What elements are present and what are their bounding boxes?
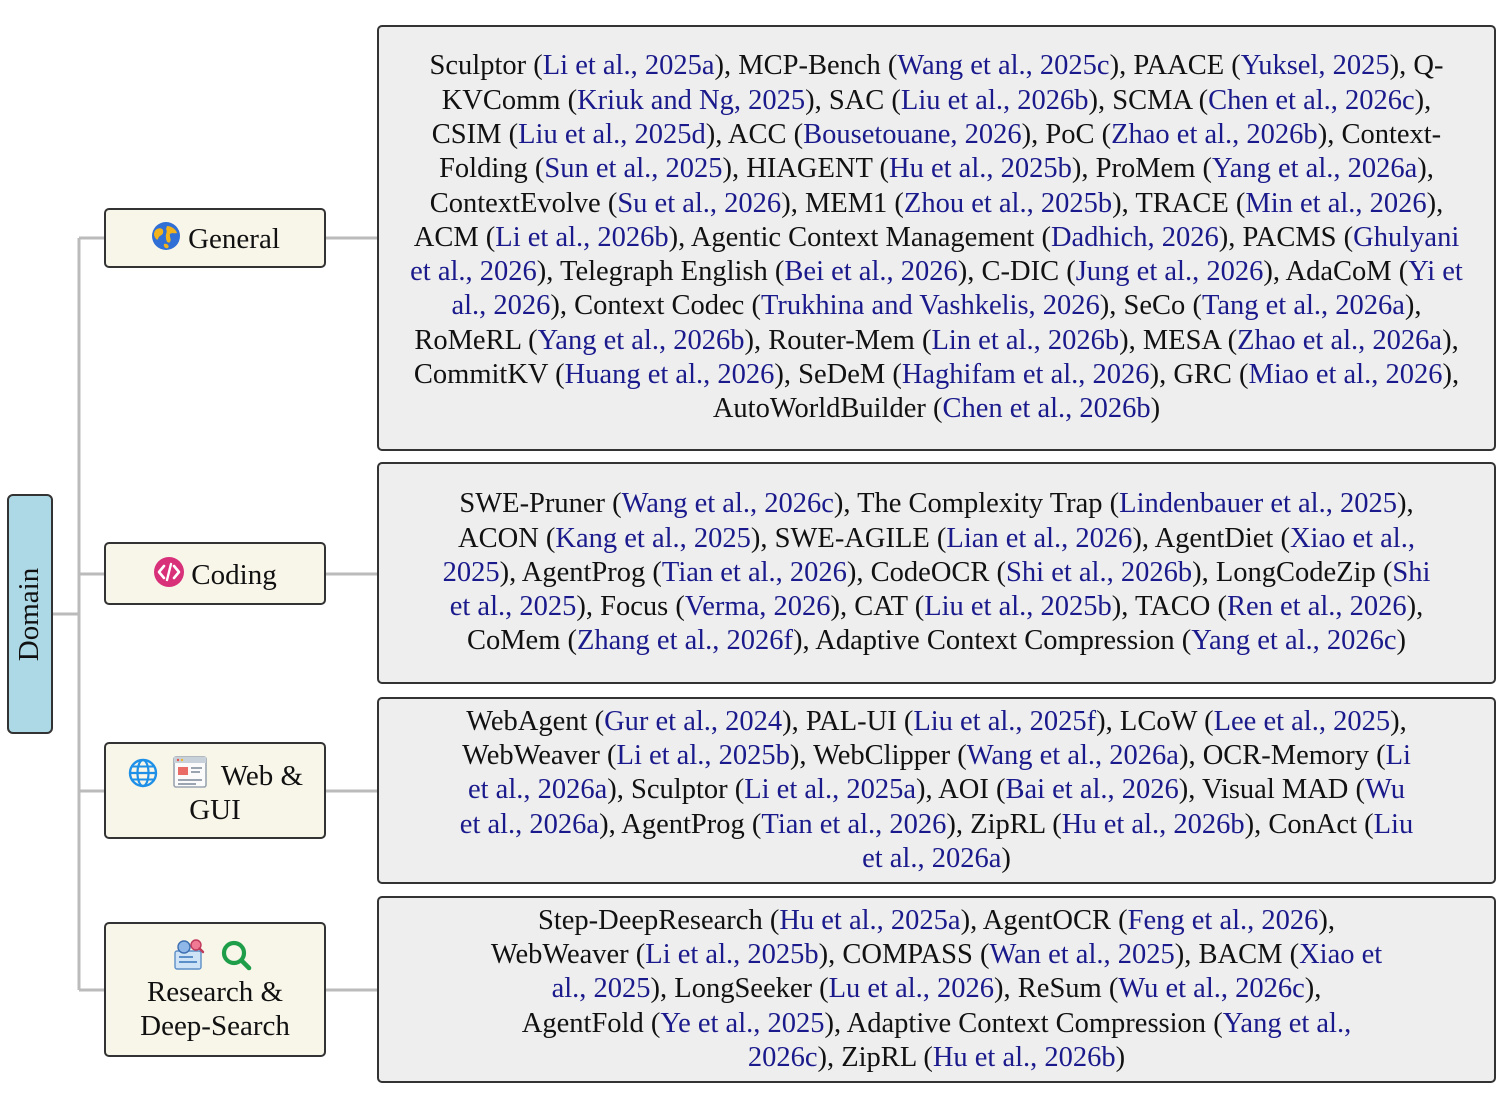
category-label-research: Research & Deep-Search — [140, 975, 290, 1042]
citation-link[interactable]: Miao et al., 2026 — [1248, 359, 1443, 391]
method-name: Agentic Context Management — [690, 221, 1035, 253]
method-name: Step-DeepResearch — [537, 904, 763, 936]
method-entry: ReSum (Wu et al., 2026c) — [1017, 973, 1315, 1005]
citation-link[interactable]: Ye et al., 2025 — [660, 1007, 825, 1039]
method-entry: WebWeaver (Li et al., 2025b) — [490, 939, 829, 971]
method-entry: TACO (Ren et al., 2026) — [1135, 591, 1417, 623]
method-name: ConAct — [1268, 808, 1357, 840]
method-entry: Context-Folding (Sun et al., 2025) — [439, 118, 1442, 185]
method-name: WebWeaver — [462, 740, 600, 772]
method-name: TACO — [1135, 591, 1211, 623]
citation-link[interactable]: Hu et al., 2026b — [1061, 808, 1245, 840]
web-page-icon — [172, 755, 208, 789]
method-name: ACC — [727, 118, 787, 150]
method-name: Visual MAD — [1202, 774, 1349, 806]
method-name: GRC — [1173, 359, 1232, 391]
citation-link[interactable]: Chen et al., 2026c — [1208, 84, 1415, 116]
method-entry: PACMS (Ghulyani et al., 2026) — [410, 221, 1460, 288]
citation-link[interactable]: Sun et al., 2025 — [544, 153, 723, 185]
method-name: Q-KVComm — [441, 50, 1444, 116]
citation-link[interactable]: Wang et al., 2025c — [897, 50, 1110, 82]
method-name: WebClipper — [813, 740, 951, 772]
method-entry: AOI (Bai et al., 2026) — [938, 774, 1189, 806]
search-magnifier-icon — [220, 939, 252, 971]
citation-link[interactable]: Li et al., 2025a — [744, 774, 916, 806]
citation-link[interactable]: Li et al., 2025b — [616, 740, 790, 772]
method-name: AdaCoM — [1285, 256, 1392, 288]
category-node-web-gui — [104, 742, 326, 839]
method-entry: ProMem (Yang et al., 2026a) — [1095, 153, 1427, 185]
method-entry: Visual MAD (Wu et al., 2026a) — [459, 774, 1406, 840]
citation-link[interactable]: Ren et al., 2026 — [1226, 591, 1407, 623]
citation-link[interactable]: Bei et al., 2026 — [784, 256, 958, 288]
method-name: ProMem — [1095, 153, 1196, 185]
method-entry: Sculptor (Li et al., 2025a) — [429, 50, 724, 82]
earth-globe-icon — [150, 220, 182, 252]
method-name: CommitKV — [413, 359, 548, 391]
method-entry: ZipRL (Hu et al., 2026b) — [970, 808, 1255, 840]
citation-link[interactable]: Haghifam et al., 2026 — [901, 359, 1150, 391]
method-entry: ContextEvolve (Su et al., 2026) — [429, 187, 791, 219]
category-node-research — [104, 922, 326, 1057]
method-name: RoMeRL — [414, 324, 521, 356]
method-entry: OCR-Memory (Li et al., 2026a) — [467, 740, 1411, 806]
method-name: HIAGENT — [746, 153, 873, 185]
citation-link[interactable]: Lin et al., 2026b — [931, 324, 1120, 356]
method-name: ACON — [458, 522, 539, 554]
method-name: PoC — [1045, 118, 1095, 150]
method-entry: TRACE (Min et al., 2026) — [1135, 187, 1437, 219]
root-node-label: Domain — [13, 567, 46, 661]
citation-link[interactable]: Bousetouane, 2026 — [803, 118, 1022, 150]
method-entry: AutoWorldBuilder (Chen et al., 2026b) — [712, 393, 1161, 425]
method-entry: C-DIC (Jung et al., 2026) — [981, 256, 1273, 288]
method-name: AgentFold — [521, 1007, 644, 1039]
method-entry: MEM1 (Zhou et al., 2025b) — [804, 187, 1122, 219]
leaf-box-general: Sculptor (Li et al., 2025a), MCP-Bench (Wang et al., 2025c), PAACE (Yuksel, 2025), Q-KVComm (Kriuk and Ng, 2025), SAC (Liu et al., 2026b), SCMA (Chen et al., 2026c), CSIM (Liu et al., 2025d), ACC (Bousetouane, 2026), PoC (Zhao et al., 2026b), Context-Folding (Sun et al., 2025), HIAGENT (Hu et al., 2025b), ProMem (Yang et al., 2026a), ContextEvolve (Su et al., 2026), MEM1 (Zhou et al., 2025b), TRACE (Min et al., 2026), ACM (Li et al., 2026b), Agentic Context Management (Dadhich, 2026), PACMS (Ghulyani et al., 2026), Telegraph English (Bei et al., 2026), C-DIC (Jung et al., 2026), AdaCoM (Yi et al., 2026), Context Codec (Trukhina and Vashkelis, 2026), SeCo (Tang et al., 2026a), RoMeRL (Yang et al., 2026b), Router-Mem (Lin et al., 2026b), MESA (Zhao et al., 2026a), CommitKV (Huang et al., 2026), SeDeM (Haghifam et al., 2026), GRC (Miao et al., 2026), AutoWorldBuilder (Chen et al., 2026b) — [377, 25, 1496, 451]
method-name: MCP-Bench — [738, 50, 881, 82]
citation-link[interactable]: Liu et al., 2026b — [900, 84, 1089, 116]
method-entry: WebClipper (Wang et al., 2026a) — [813, 740, 1189, 772]
citation-link[interactable]: Wang et al., 2026a — [966, 740, 1179, 772]
category-label-coding: Coding — [191, 558, 277, 591]
method-entry: LongSeeker (Lu et al., 2026) — [674, 973, 1004, 1005]
citation-link[interactable]: Kriuk and Ng, 2025 — [577, 84, 806, 116]
citation-link[interactable]: Liu et al., 2026a — [862, 808, 1414, 874]
method-entry: Focus (Verma, 2026) — [600, 591, 840, 623]
category-label-web-gui: Web & GUI — [189, 759, 304, 826]
method-name: TRACE — [1135, 187, 1229, 219]
category-node-coding — [104, 542, 326, 605]
method-name: LongSeeker — [674, 973, 812, 1005]
root-node-domain — [7, 494, 53, 734]
citation-link[interactable]: Liu et al., 2025f — [913, 705, 1097, 737]
citation-link[interactable]: Bai et al., 2026 — [1005, 774, 1179, 806]
method-entry: SCMA (Chen et al., 2026c) — [1112, 84, 1425, 116]
citation-link[interactable]: Wang et al., 2026c — [621, 488, 834, 520]
citation-link[interactable]: Verma, 2026 — [684, 591, 831, 623]
citation-link[interactable]: Yang et al., 2026c — [747, 1007, 1352, 1073]
method-entry: ACC (Bousetouane, 2026) — [727, 118, 1032, 150]
method-entry: Sculptor (Li et al., 2025a) — [631, 774, 926, 806]
method-entry: WebAgent (Gur et al., 2024) — [466, 705, 792, 737]
citation-link[interactable]: Liu et al., 2025b — [924, 591, 1112, 623]
method-name: SWE-Pruner — [459, 488, 606, 520]
method-entry: Q-KVComm (Kriuk and Ng, 2025) — [441, 50, 1444, 116]
method-name: ACM — [413, 221, 479, 253]
method-entry: MCP-Bench (Wang et al., 2025c) — [738, 50, 1120, 82]
method-entry: SeDeM (Haghifam et al., 2026) — [798, 359, 1160, 391]
method-name: AOI — [938, 774, 989, 806]
method-name: COMPASS — [842, 939, 973, 971]
method-name: Telegraph English — [560, 256, 768, 288]
method-name: PAACE — [1133, 50, 1225, 82]
method-entry: AgentProg (Tian et al., 2026) — [621, 808, 956, 840]
citation-link[interactable]: Tian et al., 2026 — [761, 808, 947, 840]
method-name: PAL-UI — [805, 705, 897, 737]
method-entry: CAT (Liu et al., 2025b) — [854, 591, 1122, 623]
method-name: C-DIC — [981, 256, 1060, 288]
method-name: OCR-Memory — [1202, 740, 1369, 772]
citation-link[interactable]: Hu et al., 2025b — [889, 153, 1072, 185]
method-entry: AdaCoM (Yi et al., 2026) — [451, 256, 1463, 322]
citation-link[interactable]: Yi et al., 2026 — [451, 256, 1463, 322]
method-name: PACMS — [1242, 221, 1337, 253]
method-entry: CoMem (Zhang et al., 2026f) — [466, 625, 803, 657]
method-entry: Adaptive Context Compression (Yang et al., 2026c) — [815, 625, 1407, 657]
method-name: SCMA — [1112, 84, 1192, 116]
method-entry: Context Codec (Trukhina and Vashkelis, 2026) — [574, 290, 1110, 322]
method-entry: WebWeaver (Li et al., 2025b) — [462, 740, 800, 772]
method-name: Router-Mem — [768, 324, 915, 356]
method-entry: RoMeRL (Yang et al., 2026b) — [414, 324, 754, 356]
method-entry: Agentic Context Management (Dadhich, 2026) — [690, 221, 1229, 253]
method-name: Sculptor — [631, 774, 728, 806]
method-name: AgentProg — [521, 556, 646, 588]
citation-link[interactable]: Li et al., 2026b — [495, 221, 669, 253]
citation-link[interactable]: Feng et al., 2026 — [1127, 904, 1319, 936]
leaf-box-coding: SWE-Pruner (Wang et al., 2026c), The Complexity Trap (Lindenbauer et al., 2025), ACON (Kang et al., 2025), SWE-AGILE (Lian et al., 2026), AgentDiet (Xiao et al., 2025), AgentProg (Tian et al., 2026), CodeOCR (Shi et al., 2026b), LongCodeZip (Shi et al., 2025), Focus (Verma, 2026), CAT (Liu et al., 2025b), TACO (Ren et al., 2026), CoMem (Zhang et al., 2026f), Adaptive Context Compression (Yang et al., 2026c) — [377, 462, 1496, 684]
method-name: CAT — [854, 591, 908, 623]
citation-link[interactable]: Min et al., 2026 — [1245, 187, 1427, 219]
method-name: Context Codec — [574, 290, 745, 322]
method-name: MESA — [1142, 324, 1221, 356]
method-entry: PAL-UI (Liu et al., 2025f) — [805, 705, 1106, 737]
method-entry: AgentProg (Tian et al., 2026) — [521, 556, 857, 588]
citation-link[interactable]: Shi et al., 2026b — [1006, 556, 1193, 588]
citation-link[interactable]: Lu et al., 2026 — [828, 973, 995, 1005]
method-name: WebWeaver — [490, 939, 629, 971]
method-entry: ZipRL (Hu et al., 2026b) — [841, 1041, 1126, 1073]
citation-link[interactable]: Huang et al., 2026 — [564, 359, 775, 391]
citation-link[interactable]: Xiao et al., 2025 — [551, 939, 1383, 1005]
method-name: SAC — [828, 84, 885, 116]
citation-link[interactable]: Hu et al., 2025a — [779, 904, 961, 936]
leaf-box-research: Step-DeepResearch (Hu et al., 2025a), AgentOCR (Feng et al., 2026), WebWeaver (Li et al., 2025b), COMPASS (Wan et al., 2025), BACM (Xiao et al., 2025), LongSeeker (Lu et al., 2026), ReSum (Wu et al., 2026c), AgentFold (Ye et al., 2025), Adaptive Context Compression (Yang et al., 2026c), ZipRL (Hu et al., 2026b) — [377, 896, 1496, 1083]
method-name: BACM — [1198, 939, 1283, 971]
method-name: ZipRL — [970, 808, 1046, 840]
method-entry: SWE-Pruner (Wang et al., 2026c) — [459, 488, 844, 520]
citation-link[interactable]: Yang et al., 2026c — [1191, 625, 1397, 657]
citation-link[interactable]: Wu et al., 2026c — [1118, 973, 1305, 1005]
citation-link[interactable]: Liu et al., 2025d — [518, 118, 706, 150]
citation-link[interactable]: Chen et al., 2026b — [942, 393, 1151, 425]
method-name: ContextEvolve — [429, 187, 601, 219]
method-name: AgentOCR — [982, 904, 1112, 936]
method-name: Context-Folding — [439, 118, 1442, 185]
method-name: AutoWorldBuilder — [712, 393, 926, 425]
citation-link[interactable]: Gur et al., 2024 — [604, 705, 783, 737]
method-name: ZipRL — [841, 1041, 917, 1073]
citation-link[interactable]: Jung et al., 2026 — [1075, 256, 1264, 288]
method-name: CodeOCR — [870, 556, 990, 588]
citation-link[interactable]: Zhou et al., 2025b — [903, 187, 1113, 219]
method-name: AgentProg — [621, 808, 745, 840]
method-entry: LCoW (Lee et al., 2025) — [1119, 705, 1400, 737]
method-entry: CommitKV (Huang et al., 2026) — [413, 359, 784, 391]
citation-link[interactable]: Dadhich, 2026 — [1050, 221, 1219, 253]
citation-link[interactable]: Hu et al., 2026b — [932, 1041, 1116, 1073]
method-entry: BACM (Xiao et al., 2025) — [551, 939, 1383, 1005]
method-entry: AgentOCR (Feng et al., 2026) — [982, 904, 1328, 936]
citation-link[interactable]: Tian et al., 2026 — [661, 556, 847, 588]
citation-link[interactable]: Trukhina and Vashkelis, 2026 — [760, 290, 1100, 322]
method-name: Adaptive Context Compression — [815, 625, 1175, 657]
method-entry: PAACE (Yuksel, 2025) — [1133, 50, 1400, 82]
method-name: SWE-AGILE — [774, 522, 930, 554]
method-entry: SAC (Liu et al., 2026b) — [828, 84, 1098, 116]
method-entry: The Complexity Trap (Lindenbauer et al., 2025) — [857, 488, 1407, 520]
method-entry: ConAct (Liu et al., 2026a) — [862, 808, 1414, 874]
citation-link[interactable]: Zhang et al., 2026f — [576, 625, 794, 657]
method-entry: Telegraph English (Bei et al., 2026) — [560, 256, 968, 288]
method-name: AgentDiet — [1154, 522, 1274, 554]
citation-link[interactable]: Zhao et al., 2026a — [1237, 324, 1443, 356]
citation-link[interactable]: Wan et al., 2025 — [989, 939, 1175, 971]
citation-link[interactable]: Shi et al., 2025 — [449, 556, 1431, 623]
citation-link[interactable]: Li et al., 2025b — [645, 939, 819, 971]
method-entry: AgentDiet (Xiao et al., 2025) — [442, 522, 1415, 588]
citation-link[interactable]: Yang et al., 2026a — [1211, 153, 1418, 185]
citation-link[interactable]: Li et al., 2026a — [467, 740, 1411, 806]
method-entry: AgentFold (Ye et al., 2025) — [521, 1007, 834, 1039]
method-name: Focus — [600, 591, 669, 623]
method-name: Sculptor — [429, 50, 527, 82]
citation-link[interactable]: Ghulyani et al., 2026 — [410, 221, 1460, 288]
citation-link[interactable]: Kang et al., 2025 — [555, 522, 751, 554]
method-entry: Adaptive Context Compression (Yang et al., 2026c) — [747, 1007, 1352, 1073]
method-entry: CSIM (Liu et al., 2025d) — [431, 118, 716, 150]
method-entry: Router-Mem (Lin et al., 2026b) — [768, 324, 1129, 356]
method-entry: SWE-AGILE (Lian et al., 2026) — [774, 522, 1142, 554]
method-entry: COMPASS (Wan et al., 2025) — [842, 939, 1185, 971]
globe-icon — [127, 757, 159, 789]
method-entry: SeCo (Tang et al., 2026a) — [1123, 290, 1415, 322]
method-name: MEM1 — [804, 187, 888, 219]
method-entry: PoC (Zhao et al., 2026b) — [1045, 118, 1328, 150]
citation-link[interactable]: Lindenbauer et al., 2025 — [1119, 488, 1397, 520]
method-name: CSIM — [431, 118, 502, 150]
research-icon — [172, 937, 206, 971]
method-entry: ACON (Kang et al., 2025) — [458, 522, 761, 554]
method-name: SeDeM — [798, 359, 886, 391]
method-name: LCoW — [1119, 705, 1197, 737]
citation-link[interactable]: Lee et al., 2025 — [1213, 705, 1391, 737]
category-label-general: General — [188, 223, 280, 255]
leaf-box-web-gui: WebAgent (Gur et al., 2024), PAL-UI (Liu et al., 2025f), LCoW (Lee et al., 2025), WebWeaver (Li et al., 2025b), WebClipper (Wang et al., 2026a), OCR-Memory (Li et al., 2026a), Sculptor (Li et al., 2025a), AOI (Bai et al., 2026), Visual MAD (Wu et al., 2026a), AgentProg (Tian et al., 2026), ZipRL (Hu et al., 2026b), ConAct (Liu et al., 2026a) — [377, 697, 1496, 884]
method-entry: ACM (Li et al., 2026b) — [413, 221, 679, 253]
citation-link[interactable]: Tang et al., 2026a — [1201, 290, 1405, 322]
category-node-general — [104, 208, 326, 268]
method-entry: LongCodeZip (Shi et al., 2025) — [449, 556, 1431, 623]
method-entry: HIAGENT (Hu et al., 2025b) — [746, 153, 1082, 185]
citation-link[interactable]: Zhao et al., 2026b — [1111, 118, 1318, 150]
method-name: WebAgent — [466, 705, 588, 737]
method-name: CoMem — [466, 625, 561, 657]
citation-link[interactable]: Lian et al., 2026 — [946, 522, 1133, 554]
code-brackets-icon — [153, 556, 185, 588]
method-entry: GRC (Miao et al., 2026) — [1173, 359, 1452, 391]
method-name: ReSum — [1017, 973, 1102, 1005]
method-name: Adaptive Context Compression — [846, 1007, 1207, 1039]
method-name: The Complexity Trap — [857, 488, 1103, 520]
citation-link[interactable]: Yang et al., 2026b — [537, 324, 745, 356]
method-name: LongCodeZip — [1215, 556, 1376, 588]
method-entry: CodeOCR (Shi et al., 2026b) — [870, 556, 1202, 588]
method-entry: MESA (Zhao et al., 2026a) — [1142, 324, 1452, 356]
method-entry: Step-DeepResearch (Hu et al., 2025a) — [537, 904, 971, 936]
citation-link[interactable]: Su et al., 2026 — [617, 187, 782, 219]
method-name: SeCo — [1123, 290, 1186, 322]
citation-link[interactable]: Wu et al., 2026a — [459, 774, 1406, 840]
citation-link[interactable]: Li et al., 2025a — [542, 50, 715, 82]
citation-link[interactable]: Xiao et al., 2025 — [442, 522, 1415, 588]
citation-link[interactable]: Yuksel, 2025 — [1240, 50, 1390, 82]
